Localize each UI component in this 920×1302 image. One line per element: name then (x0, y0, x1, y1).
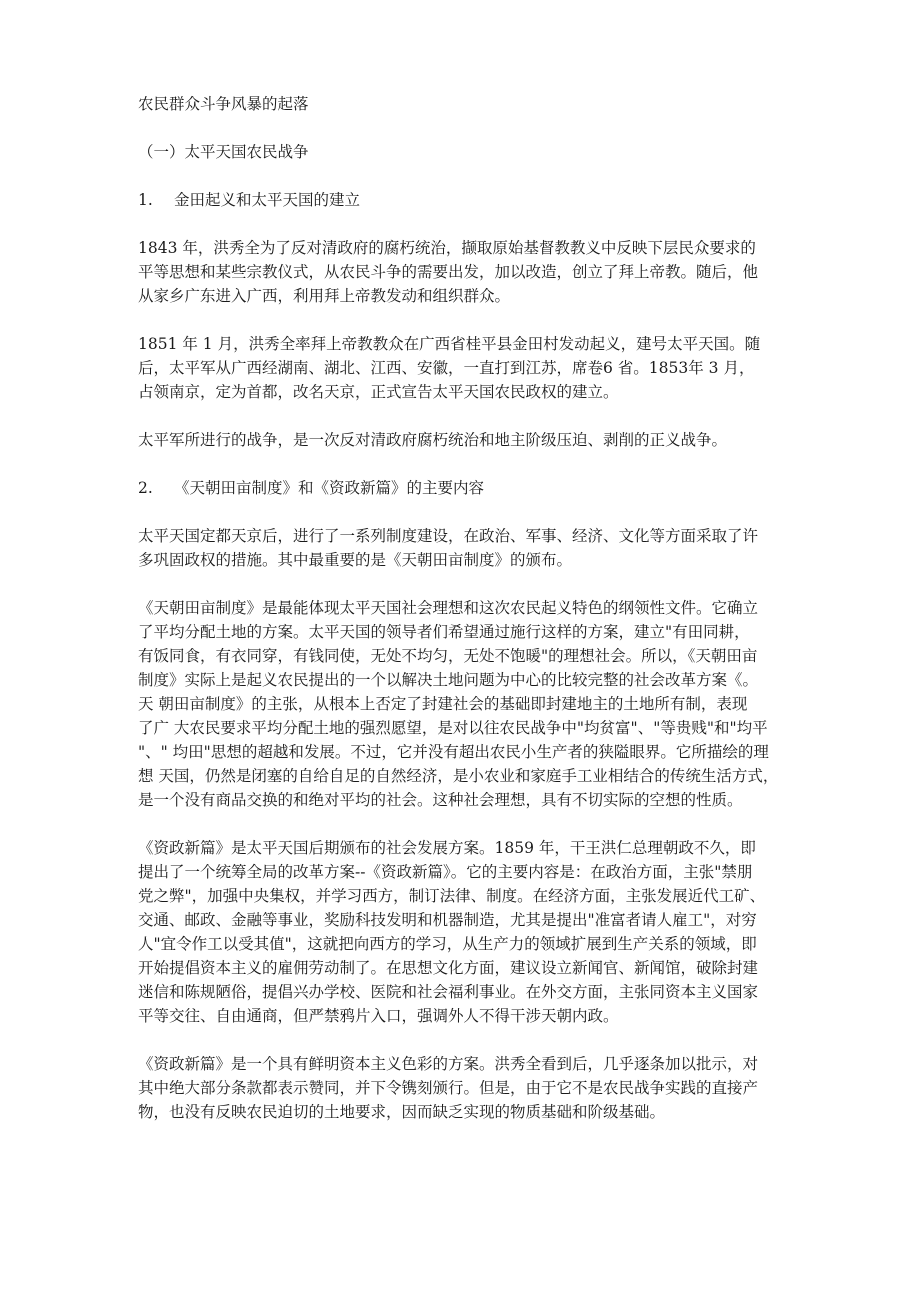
paragraph-new-treatise (138, 836, 788, 1028)
text-line: 天 朝田亩制度》的主张，从根本上否定了封建社会的基础即封建地主的土地所有制，表现 (138, 695, 748, 713)
text-line: 多巩固政权的措施。其中最重要的是《天朝田亩制度》的颁布。 (138, 551, 573, 569)
text-line: 平等思想和某些宗教仪式，从农民斗争的需要出发，加以改造，创立了拜上帝教。随后，他 (138, 263, 759, 281)
paragraph-institutions (138, 524, 788, 572)
text-line: 《天朝田亩制度》是最能体现太平天国社会理想和这次农民起义特色的纲领性文件。它确立 (138, 599, 759, 617)
text-line: 有饭同食，有衣同穿，有钱同使，无处不均匀，无处不饱暖"的理想社会。所以，《天朝田亩 (138, 647, 758, 665)
text-line: 从家乡广东进入广西，利用拜上帝教发动和组织群众。 (138, 287, 511, 305)
text-line: 是一个没有商品交换的和绝对平均的社会。这种社会理想，具有不切实际的空想的性质。 (138, 791, 743, 809)
text-line: 《资政新篇》是太平天国后期颁布的社会发展方案。1859 年，干王洪仁总理朝政不久，即 (138, 839, 756, 857)
text-line: 太平天国定都天京后，进行了一系列制度建设，在政治、军事、经济、文化等方面采取了许 (138, 527, 759, 545)
text-line: 制度》实际上是起义农民提出的一个以解决土地问题为中心的比较完整的社会改革方案《。 (138, 671, 759, 689)
text-line: 党之弊"，加强中央集权，并学习西方，制订法律、制度。在经济方面，主张发展近代工矿、 (138, 887, 766, 905)
text-line: 平等交往、自由通商，但严禁鸦片入口，强调外人不得干涉天朝内政。 (138, 1007, 619, 1025)
subsection-heading-1 (138, 188, 788, 212)
text-line: 后，太平军从广西经湖南、湖北、江西、安徽，一直打到江苏，席卷6 省。1853年 3 月， (138, 359, 755, 377)
text-line: 1843 年，洪秀全为了反对清政府的腐朽统治，撷取原始基督教教义中反映下层民众要求的 (138, 239, 756, 257)
text-line: 交通、邮政、金融等事业，奖励科技发明和机器制造，尤其是提出"准富者请人雇工"，对穷 (138, 911, 757, 929)
text-line: "、" 均田"思想的超越和发展。不过，它并没有超出农民小生产者的狭隘眼界。它所描绘的理 (138, 743, 769, 761)
paragraph-treatise-evaluation (138, 1052, 788, 1124)
text-line: 了平均分配土地的方案。太平天国的领导者们希望通过施行这样的方案，建立"有田同耕， (138, 623, 750, 641)
text-line: 占领南京，定为首都，改名天京，正式宣告太平天国农民政权的建立。 (138, 383, 619, 401)
text-line: 太平军所进行的战争，是一次反对清政府腐朽统治和地主阶级压迫、剥削的正义战争。 (138, 431, 728, 449)
document-title: 农民群众斗争风暴的起落 (138, 95, 309, 113)
text-line: 其中绝大部分条款都表示赞同，并下令镌刻颁行。但是，由于它不是农民战争实践的直接产 (138, 1079, 759, 1097)
text-line: 开始提倡资本主义的雇佣劳动制了。在思想文化方面，建议设立新闻官、新闻馆，破除封建 (138, 959, 759, 977)
text-line: 了广 大农民要求平均分配土地的强烈愿望，是对以往农民战争中"均贫富"、"等贵贱"和"均平 (138, 719, 768, 737)
text-line: 迷信和陈规陋俗，提倡兴办学校、医院和社会福利事业。在外交方面，主张同资本主义国家 (138, 983, 759, 1001)
text-line: 《资政新篇》是一个具有鲜明资本主义色彩的方案。洪秀全看到后，几乎逐条加以批示，对 (138, 1055, 759, 1073)
heading-text: 金田起义和太平天国的建立 (174, 191, 361, 209)
text-line: 提出了一个统筹全局的改革方案--《资政新篇》。它的主要内容是：在政治方面，主张"禁朋 (138, 863, 753, 881)
heading-number: 1. (138, 191, 153, 209)
paragraph-jintian-uprising (138, 236, 788, 308)
heading-text: 《天朝田亩制度》和《资政新篇》的主要内容 (174, 479, 485, 497)
subsection-heading-2 (138, 476, 788, 500)
text-line: 物，也没有反映农民迫切的土地要求，因而缺乏实现的物质基础和阶级基础。 (138, 1103, 666, 1121)
paragraph-taiping-founding (138, 332, 788, 404)
section-heading: （一）太平天国农民战争 (138, 143, 309, 161)
paragraph-land-system (138, 596, 788, 812)
text-line: 1851 年 1 月，洪秀全率拜上帝教教众在广西省桂平县金田村发动起义，建号太平天国。随 (138, 335, 761, 353)
text-line: 人"宜令作工以受其值"，这就把向西方的学习，从生产力的领域扩展到生产关系的领域，即 (138, 935, 757, 953)
text-line: 想 天国，仍然是闭塞的自给自足的自然经济，是小农业和家庭手工业相结合的传统生活方式， (138, 767, 779, 785)
heading-number: 2. (138, 479, 153, 497)
document-page (138, 92, 788, 1148)
paragraph-war-nature (138, 428, 788, 452)
